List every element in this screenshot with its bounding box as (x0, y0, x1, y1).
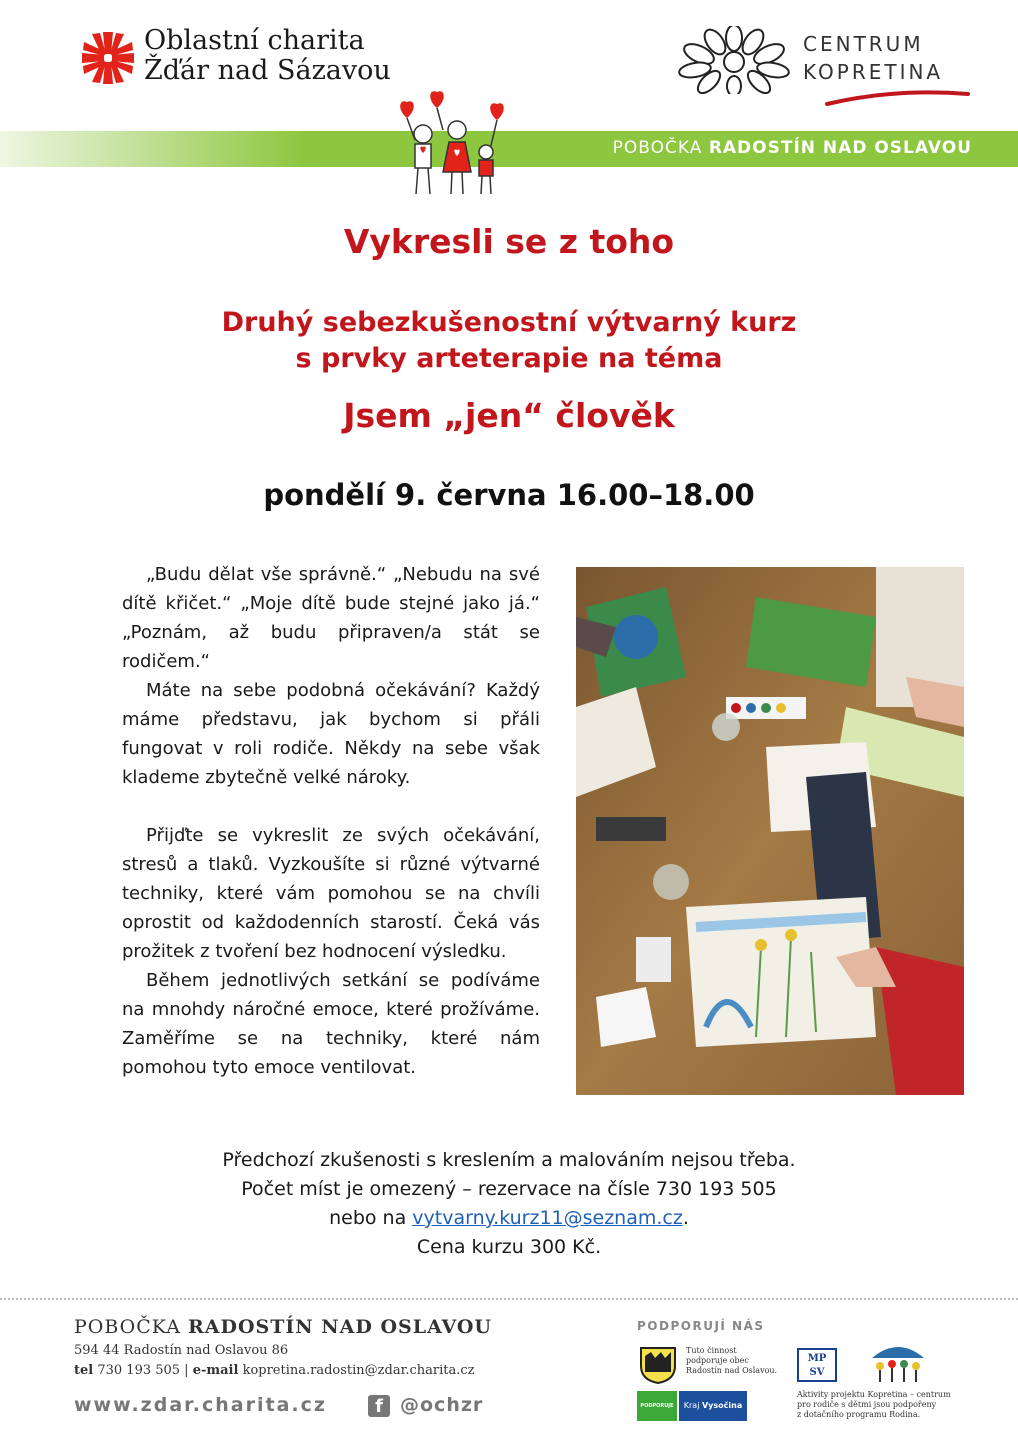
branch-banner-label: POBOČKA RADOSTÍN NAD OSLAVOU (612, 138, 972, 158)
footer-divider (0, 1298, 1018, 1300)
description-paragraph-3: Přijďte se vykreslit ze svých očekávání, stresů a tlaků. Vyzkoušíte si různé výtvarné techniky, které vám pomohou se na chvíli oprostit od každodenních starostí. Čeká vás prožitek z tvoření bez hodnocení výsledku. (122, 825, 540, 962)
description-paragraph-2: Máte na sebe podobná očekávání? Každý máme představu, jak bychom si přáli fungovat v roli rodiče. Někdy na sebe však klademe zbytečně velké nároky. (122, 680, 540, 788)
footer-website[interactable]: www.zdar.charita.cz (74, 1394, 327, 1416)
kopretina-logo (675, 24, 985, 108)
info-block (0, 1146, 1018, 1262)
vysocina-name: Kraj Vysočina (679, 1391, 747, 1421)
charita-name (144, 26, 391, 86)
kopretina-name (803, 30, 943, 86)
charita-logo (80, 26, 400, 90)
info-line-price: Cena kurzu 300 Kč. (416, 1236, 602, 1258)
radostin-crest-icon (637, 1344, 679, 1384)
kraj-vysocina-logo (637, 1391, 747, 1421)
mpsv-logo: MP SV (797, 1348, 837, 1382)
art-workshop-photo (576, 567, 964, 1095)
description-paragraph-4: Během jednotlivých setkání se podíváme na mnohdy náročné emoce, které prožíváme. Zaměříme se na techniky, které nám pomohou tyto emoce ventilovat. (122, 970, 540, 1078)
vysocina-support-badge: PODPORUJE (637, 1391, 677, 1421)
footer-address: 594 44 Radostín nad Oslavou 86 (74, 1343, 289, 1358)
event-subtitle-line2: s prvky arteterapie na téma (295, 343, 723, 374)
rodina-support-text: Aktivity projektu Kopretina – centrum pro rodiče s dětmi jsou podpořeny z dotačního programu Rodina. (797, 1390, 951, 1419)
kopretina-label: KOPRETINA (803, 60, 944, 84)
footer-facebook-handle[interactable]: @ochzr (400, 1394, 484, 1416)
description-paragraph-1: „Budu dělat vše správně.“ „Nebudu na své dítě křičet.“ „Moje dítě bude stejné jako já.“ „Poznám, až budu připraven/a stát se rodičem.“ (122, 564, 540, 672)
event-description (122, 560, 540, 1082)
event-theme: Jsem „jen“ člověk (343, 396, 675, 435)
supporters-title: PODPORUJÍ NÁS (637, 1319, 765, 1333)
info-line-reservation: Počet míst je omezený – rezervace na čísle 730 193 505 (241, 1178, 777, 1200)
info-line-experience: Předchozí zkušenosti s kreslením a malováním nejsou třeba. (222, 1149, 796, 1171)
charita-name-line1: Oblastní charita (144, 25, 365, 56)
footer-branch-name: POBOČKA RADOSTÍN NAD OSLAVOU (74, 1316, 492, 1338)
centrum-label: CENTRUM (803, 32, 924, 56)
event-subtitle-line1: Druhý sebezkušenostní výtvarný kurz (221, 307, 797, 338)
info-line-email: nebo na vytvarny.kurz11@seznam.cz. (329, 1207, 689, 1229)
rodina-program-logo (868, 1340, 928, 1386)
charita-cross-icon (80, 30, 136, 86)
event-title: Vykresli se z toho (343, 222, 675, 261)
facebook-icon: f (368, 1395, 390, 1417)
charita-name-line2: Žďár nad Sázavou (144, 55, 391, 86)
reservation-email-link[interactable]: vytvarny.kurz11@seznam.cz (412, 1207, 683, 1229)
footer-phone-email: tel 730 193 505 | e-mail kopretina.radostin@zdar.charita.cz (74, 1363, 475, 1378)
crest-support-text: Tuto činnost podporuje obec Radostín nad Oslavou. (686, 1346, 778, 1375)
swoosh-decoration (825, 88, 970, 106)
event-date: pondělí 9. června 16.00–18.00 (263, 478, 755, 512)
family-illustration (385, 90, 515, 198)
daisy-icon (675, 26, 793, 94)
event-subtitle (0, 305, 1018, 377)
footer-contact (74, 1341, 475, 1381)
